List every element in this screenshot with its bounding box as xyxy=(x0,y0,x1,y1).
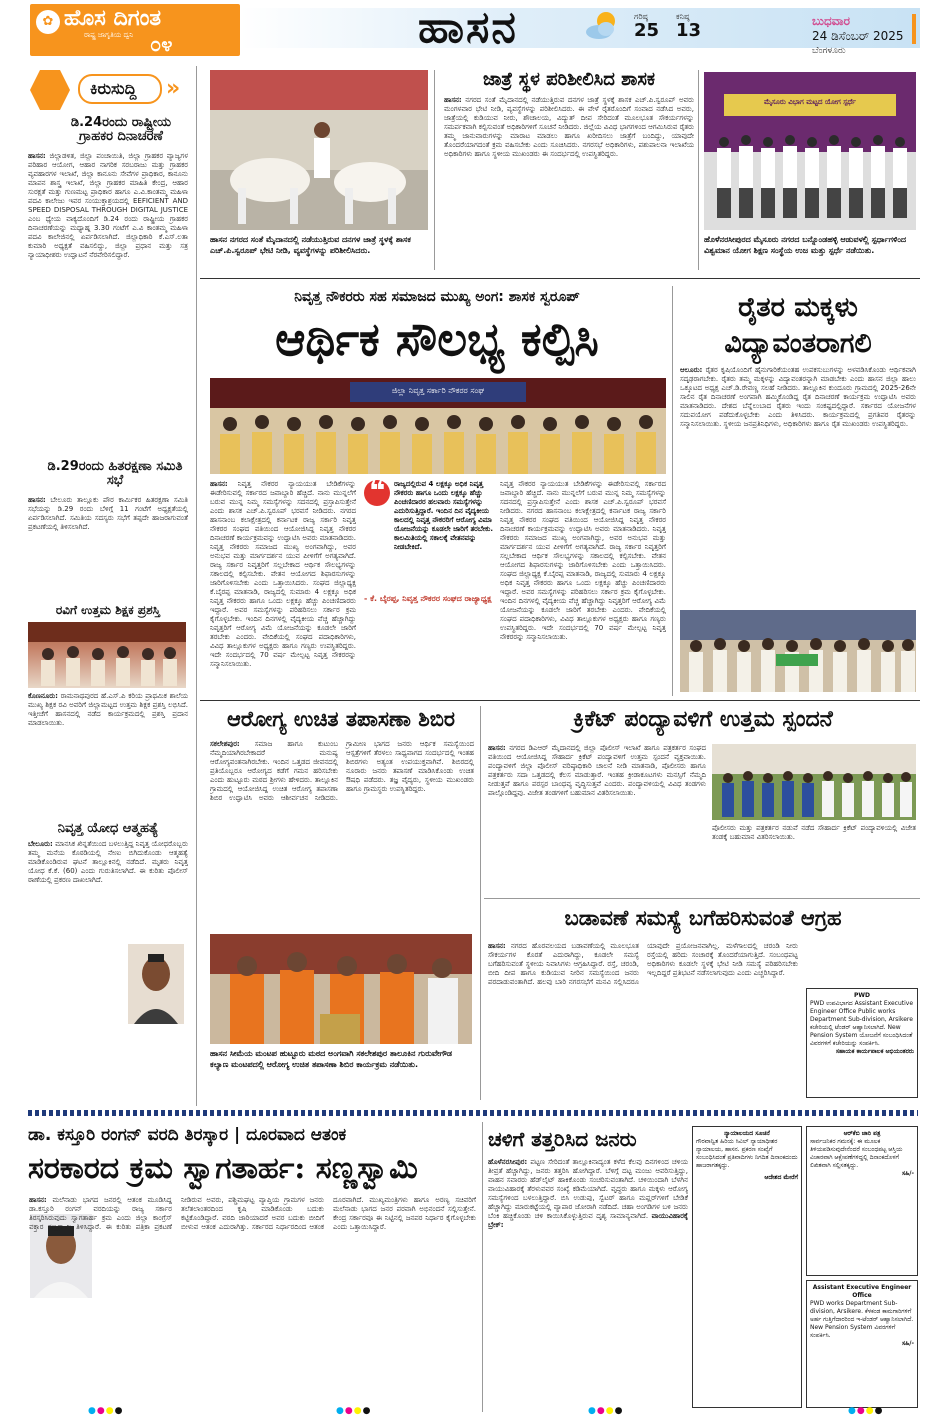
chevron-right-icon: » xyxy=(166,76,181,101)
story-cricket-place: ಹಾಸನ: xyxy=(488,744,506,752)
column-divider-bottom-1 xyxy=(482,1122,483,1412)
story-badavane-place: ಹಾಸನ: xyxy=(488,942,506,950)
print-marks-center-left: ●●●● xyxy=(336,1406,372,1416)
story-raitha-body xyxy=(680,366,916,606)
column-divider-mid xyxy=(672,286,673,696)
masthead xyxy=(0,0,945,58)
notice-2-title: ನ್ಯಾಯಾಲಯದ ಸೂಚನೆ xyxy=(724,1130,770,1137)
story-chali-subplace: ವಾಯುವಿಹಾರಕ್ಕೆ ಬ್ರೇಕ್: xyxy=(488,1212,688,1229)
column-divider-left xyxy=(196,66,197,1106)
notice-2-body: ಗೌರವಾನ್ವಿತ ಹಿರಿಯ ಸಿವಿಲ್ ನ್ಯಾಯಾಧೀಶರ ನ್ಯಾಯಾಲಯ, ಹಾಸನ. ಪ್ರಕರಣ ಸಂಖ್ಯೆಗೆ ಸಂಬಂಧಿಸಿದಂತೆ ಪ್ರತಿವಾದಿಗಳು ನಿಗದಿತ ದಿನಾಂಕದಂದು ಹಾಜರಾಗತಕ್ಕದ್ದು. xyxy=(696,1138,798,1169)
lead-body-continued xyxy=(500,480,666,694)
story-kasturi-place: ಹಾಸನ: xyxy=(29,1196,47,1204)
photo-teacher-award xyxy=(28,622,186,688)
story-cricket-text: ನಗರದ ಡಿಎಆರ್ ಮೈದಾನದಲ್ಲಿ ಜಿಲ್ಲಾ ಪೊಲೀಸ್ ಇಲಾಖೆ ಹಾಗೂ ಪತ್ರಕರ್ತರ ಸಂಘದ ವತಿಯಿಂದ ಆಯೋಜಿಸಿದ್ದ ಸೌಹಾರ್ದ ಕ್ರಿಕೆಟ್ ಪಂದ್ಯಾವಳಿಗೆ ಉತ್ತಮ ಸ್ಪಂದನೆ ವ್ಯಕ್ತವಾಯಿತು. ಪಂದ್ಯಾವಳಿಗೆ ಜಿಲ್ಲಾ ಪೊಲೀಸ್ ವರಿಷ್ಠಾಧಿಕಾರಿ ಚಾಲನೆ ನೀಡಿ ಮಾತನಾಡಿ, ಪೊಲೀಸರು ಹಾಗೂ ಪತ್ರಕರ್ತರು ಸದಾ ಒತ್ತಡದಲ್ಲಿ ಕೆಲಸ ಮಾಡುತ್ತಾರೆ. ಇಂತಹ ಕ್ರೀಡಾಕೂಟಗಳು ಮನಸ್ಸಿಗೆ ನೆಮ್ಮದಿ ನೀಡುತ್ತವೆ ಹಾಗೂ ಪರಸ್ಪರ ಬಾಂಧವ್ಯ ವೃದ್ಧಿಸುತ್ತವೆ ಎಂದರು. ಪಂದ್ಯಾವಳಿಯಲ್ಲಿ ವಿವಿಧ ತಂಡಗಳು ಪಾಲ್ಗೊಂಡಿದ್ದವು. ವಿಜೇತ ತಂಡಗಳಿಗೆ ಬಹುಮಾನ ವಿತರಿಸಲಾಯಿತು. xyxy=(488,744,706,797)
kiru-suddi-label: ಕಿರುಸುದ್ದಿ xyxy=(78,74,162,104)
brief-text-1: ಜಿಲ್ಲಾಡಳಿತ, ಜಿಲ್ಲಾ ಪಂಚಾಯಿತಿ, ಜಿಲ್ಲಾ ಗ್ರಾಹಕರ ವ್ಯಾಜ್ಯಗಳ ಪರಿಹಾರ ಆಯೋಗ, ಆಹಾರ ನಾಗರಿಕ ಸರಬರಾಜು ಮತ್ತು ಗ್ರಾಹಕರ ವ್ಯವಹಾರಗಳ ಇಲಾಖೆ, ಜಿಲ್ಲಾ ಕಾನೂನು ಸೇವೆಗಳ ಪ್ರಾಧಿಕಾರ, ಕಾನೂನು ಮಾಪನ ಶಾಸ್ತ್ರ ಇಲಾಖೆ, ಜಿಲ್ಲಾ ಗ್ರಾಹಕರ ಮಾಹಿತಿ ಕೇಂದ್ರ, ಆಹಾರ ಸುರಕ್ಷತೆ ಮತ್ತು ಗುಣಮಟ್ಟ ಪ್ರಾಧಿಕಾರ ಹಾಗೂ ಎ.ವಿ.ಕಾಂತಮ್ಮ ಮಹಿಳಾ ಪದವಿ ಕಾಲೇಜು ಇವರ ಸಂಯುಕ್ತಾಶ್ರಯದಲ್ಲಿ EEFICIENT AND SPEED DISPOSAL THROUGH DIGITAL JUSTICE ಎಂಬ ಧ್ಯೇಯ ವಾಕ್ಯದೊಂದಿಗೆ ಡಿ.24 ರಂದು ರಾಷ್ಟ್ರೀಯ ಗ್ರಾಹಕರ ದಿನಾಚರಣೆಯನ್ನು ಮಧ್ಯಾಹ್ನ 3.30 ಗಂಟೆಗೆ ಎ.ವಿ ಕಾಂತಮ್ಮ ಮಹಿಳಾ ಪದವಿ ಕಾಲೇಜಿನಲ್ಲಿ ಏರ್ಪಡಿಸಲಾಗಿದೆ. ಜಿಲ್ಲಾಧಿಕಾರಿ ಕೆ.ಎಸ್.ಲತಾ ಕುಮಾರಿ ಅಧ್ಯಕ್ಷತೆ ವಹಿಸಲಿದ್ದು, ಜಿಲ್ಲಾ ಪ್ರಧಾನ ಮತ್ತು ಸತ್ರ ನ್ಯಾಯಾಧೀಶರು ಉದ್ಘಾಟನೆ ನೆರವೇರಿಸಲಿದ್ದಾರೆ. xyxy=(28,152,188,259)
brief-place-2: ಹಾಸನ: xyxy=(28,496,46,504)
photo-retired-employees xyxy=(210,378,666,474)
brief-text-2: ಬೇಲೂರು ತಾಲ್ಲೂಕು ಪೌರ ಕಾರ್ಮಿಕರ ಹಿತರಕ್ಷಣಾ ಸಮಿತಿ ಸಭೆಯನ್ನು ಡಿ.29 ರಂದು ಬೆಳಿಗ್ಗೆ 11 ಗಂಟೆಗೆ ಅಧ್ಯಕ್ಷತೆಯಲ್ಲಿ ಏರ್ಪಡಿಸಲಾಗಿದೆ. ಸಮಿತಿಯ ಸದಸ್ಯರು ಸಭೆಗೆ ತಪ್ಪದೇ ಹಾಜರಾಗುವಂತೆ ಪ್ರಕಟಣೆಯಲ್ಲಿ ತಿಳಿಸಲಾಗಿದೆ. xyxy=(28,496,188,531)
story-chali-body xyxy=(488,1158,688,1408)
temp-high-value: 25 xyxy=(634,20,660,41)
photo-health-camp-caption: ಹಾಸನ ಸೀಮೆಯ ಮಂಟಪ ಹುಟ್ಟೂರು ಮಠದ ಅಂಗವಾಗಿ ಸಕಲೇಶಪುರ ತಾಲೂಕಿನ ಗುರುವೇಗೌಡ ಕಲ್ಯಾಣ ಮಂಟಪದಲ್ಲಿ ಆರೋಗ್ಯ ಉಚಿತ ತಪಾಸಣಾ ಶಿಬಿರ ಕಾರ್ಯಕ್ರಮ ನಡೆಯಿತು. xyxy=(210,1049,453,1069)
lead-place: ಹಾಸನ: xyxy=(210,480,228,488)
headline-badavane: ಬಡಾವಣೆ ಸಮಸ್ಯೆ ಬಗೆಹರಿಸುವಂತೆ ಆಗ್ರಹ xyxy=(564,905,842,930)
story-jathre-text: ನಗರದ ಸಂತೆ ಮೈದಾನದಲ್ಲಿ ನಡೆಯುತ್ತಿರುವ ದನಗಳ ಜಾತ್ರೆ ಸ್ಥಳಕ್ಕೆ ಶಾಸಕ ಎಚ್.ಪಿ.ಸ್ವರೂಪ್ ಅವರು ಮಂಗಳವಾರ ಭೇಟಿ ನೀಡಿ, ವ್ಯವಸ್ಥೆಗಳನ್ನು ಪರಿಶೀಲಿಸಿದರು. ಈ ವೇಳೆ ರೈತರೊಂದಿಗೆ ಸಂವಾದ ನಡೆಸಿದ ಅವರು, ಜಾತ್ರೆಯಲ್ಲಿ ಕುಡಿಯುವ ನೀರು, ಶೌಚಾಲಯ, ವಿದ್ಯುತ್ ದೀಪ ಸೇರಿದಂತೆ ಮೂಲಭೂತ ಸೌಕರ್ಯಗಳನ್ನು ಸಮರ್ಪಕವಾಗಿ ಕಲ್ಪಿಸುವಂತೆ ಅಧಿಕಾರಿಗಳಿಗೆ ಸೂಚನೆ ನೀಡಿದರು. ಜಿಲ್ಲೆಯ ವಿವಿಧ ಭಾಗಗಳಿಂದ ಆಗಮಿಸಿರುವ ರೈತರು ತಮ್ಮ ಜಾನುವಾರುಗಳನ್ನು ಮಾರಾಟ ಮಾಡಲು ಹಾಗೂ ಖರೀದಿಸಲು ಜಾತ್ರೆಗೆ ಬಂದಿದ್ದು, ಯಾವುದೇ ತೊಂದರೆಯಾಗದಂತೆ ಕ್ರಮ ವಹಿಸಬೇಕು ಎಂದು ಸೂಚಿಸಿದರು. ನಗರಸಭೆ ಅಧಿಕಾರಿಗಳು, ಪಶುಪಾಲನಾ ಇಲಾಖೆಯ ಅಧಿಕಾರಿಗಳು ಹಾಗೂ ಸ್ಥಳೀಯ ಮುಖಂಡರು ಈ ಸಂದರ್ಭದಲ್ಲಿ ಉಪಸ್ಥಿತರಿದ್ದರು. xyxy=(444,96,694,158)
print-marks-right: ●●●● xyxy=(848,1406,884,1416)
page-number: ೦೪ xyxy=(150,32,173,56)
photo-soldier-portrait xyxy=(128,944,184,1024)
photo-cricket-caption: ಪೊಲೀಸರು ಮತ್ತು ಪತ್ರಕರ್ತರ ನಡುವೆ ನಡೆದ ಸೌಹಾರ್ದ ಕ್ರಿಕೆಟ್ ಪಂದ್ಯಾವಳಿಯಲ್ಲಿ ವಿಜೇತ ತಂಡಕ್ಕೆ ಬಹುಮಾನ ವಿತರಿಸಲಾಯಿತು. xyxy=(712,824,916,841)
newspaper-logo xyxy=(30,4,240,56)
kasturi-kicker: ಡಾ. ಕಸ್ತೂರಿ ರಂಗನ್ ವರದಿ ತಿರಸ್ಕಾರ | ದೂರವಾದ ಆತಂಕ xyxy=(28,1125,347,1145)
headline-cricket: ಕ್ರಿಕೆಟ್ ಪಂದ್ಯಾವಳಿಗೆ ಉತ್ತಮ ಸ್ಪಂದನೆ xyxy=(573,707,833,732)
brief-body-3 xyxy=(28,692,188,816)
publish-city: ಬೆಂಗಳೂರು xyxy=(812,46,846,56)
column-divider-top-1 xyxy=(434,70,435,270)
notice-box-3 xyxy=(806,1126,918,1276)
temp-high-label: ಗರಿಷ್ಠ xyxy=(634,12,648,21)
quote-mark-icon: ❝ xyxy=(364,480,390,506)
section-divider-lower-right xyxy=(484,898,920,899)
kiru-suddi-hand-icon xyxy=(30,70,70,110)
temp-low xyxy=(676,12,701,40)
lead-text-continued: ನಿವೃತ್ತ ನೌಕರರ ನ್ಯಾಯಯುತ ಬೇಡಿಕೆಗಳನ್ನು ಈಡೇರಿಸುವಲ್ಲಿ ಸರ್ಕಾರದ ಜವಾಬ್ದಾರಿ ಹೆಚ್ಚಿದೆ. ನಾನು ಮುನ್ನಲೆಗೆ ಬರುವ ಮುನ್ನ ನಿಮ್ಮ ಸಮಸ್ಯೆಗಳನ್ನು ಸದನದಲ್ಲಿ ಪ್ರಸ್ತಾಪಿಸುತ್ತೇನೆ ಎಂದು ಶಾಸಕ ಎಚ್.ಪಿ.ಸ್ವರೂಪ್ ಭರವಸೆ ನೀಡಿದರು. ನಗರದ ಹಾಸನಾಂಬ ಕಲಾಕ್ಷೇತ್ರದಲ್ಲಿ ಕರ್ನಾಟಕ ರಾಜ್ಯ ಸರ್ಕಾರಿ ನಿವೃತ್ತ ನೌಕರರ ಸಂಘದ ವತಿಯಿಂದ ಆಯೋಜಿಸಿದ್ದ ನಿವೃತ್ತ ನೌಕರರ ದಿನಾಚರಣೆ ಕಾರ್ಯಕ್ರಮವನ್ನು ಉದ್ಘಾಟಿಸಿ ಅವರು ಮಾತನಾಡಿದರು. ನಿವೃತ್ತ ನೌಕರರು ಸಮಾಜದ ಮುಖ್ಯ ಅಂಗವಾಗಿದ್ದು, ಅವರ ಅನುಭವ ಮತ್ತು ಮಾರ್ಗದರ್ಶನ ಯುವ ಪೀಳಿಗೆಗೆ ಅಗತ್ಯವಾಗಿದೆ. ರಾಜ್ಯ ಸರ್ಕಾರ ನಿವೃತ್ತರಿಗೆ ಸಲ್ಲಬೇಕಾದ ಆರ್ಥಿಕ ಸೌಲಭ್ಯಗಳನ್ನು ಸಕಾಲದಲ್ಲಿ ಕಲ್ಪಿಸಬೇಕು. ವೇತನ ಆಯೋಗದ ಶಿಫಾರಸುಗಳನ್ನು ಜಾರಿಗೊಳಿಸಬೇಕು ಎಂದು ಒತ್ತಾಯಿಸಿದರು. ಸಂಘದ ಜಿಲ್ಲಾಧ್ಯಕ್ಷ ಕೆ.ಬೈರಪ್ಪ ಮಾತನಾಡಿ, ರಾಜ್ಯದಲ್ಲಿ ಸುಮಾರು 4 ಲಕ್ಷಕ್ಕೂ ಅಧಿಕ ನಿವೃತ್ತ ನೌಕರರು ಹಾಗೂ ಒಂದು ಲಕ್ಷಕ್ಕೂ ಹೆಚ್ಚು ಪಿಂಚಣಿದಾರರು ಇದ್ದಾರೆ. ಅವರ ಸಮಸ್ಯೆಗಳನ್ನು ಪರಿಹರಿಸಲು ಸರ್ಕಾರ ಕ್ರಮ ಕೈಗೊಳ್ಳಬೇಕು. ಇಂದಿನ ದಿನಗಳಲ್ಲಿ ವೈದ್ಯಕೀಯ ವೆಚ್ಚ ಹೆಚ್ಚಾಗಿದ್ದು ನಿವೃತ್ತರಿಗೆ ಆರೋಗ್ಯ ವಿಮೆ ಯೋಜನೆಯನ್ನು ಕೂಡಲೇ ಜಾರಿಗೆ ತರಬೇಕು ಎಂದರು. ವೇದಿಕೆಯಲ್ಲಿ ಸಂಘದ ಪದಾಧಿಕಾರಿಗಳು, ವಿವಿಧ ತಾಲ್ಲೂಕುಗಳ ಅಧ್ಯಕ್ಷರು ಹಾಗೂ ಗಣ್ಯರು ಉಪಸ್ಥಿತರಿದ್ದರು. ಇದೇ ಸಂದರ್ಭದಲ್ಲಿ 70 ವರ್ಷ ಮೇಲ್ಪಟ್ಟ ನಿವೃತ್ತ ನೌಕರರನ್ನು ಸನ್ಮಾನಿಸಲಾಯಿತು. xyxy=(500,480,666,641)
notice-3-title: ಆರ್‌ಕೆಬಿ ಜಾರಿ ಪತ್ರ xyxy=(843,1130,881,1137)
story-arogya-body xyxy=(210,740,474,930)
yoga-banner-text: ಮೈಸೂರು ವಿಭಾಗ ಮಟ್ಟದ ಯೋಗ ಸ್ಪರ್ಧೆ xyxy=(764,98,856,106)
story-badavane-body xyxy=(488,942,798,1098)
headline-chali: ಚಳಿಗೆ ತತ್ತರಿಸಿದ ಜನರು xyxy=(488,1127,637,1151)
headline-raitha: ರೈತರ ಮಕ್ಕಳು ವಿದ್ಯಾವಂತರಾಗಲಿ xyxy=(724,292,872,359)
photo-health-camp xyxy=(210,934,472,1044)
story-badavane-text: ನಗರದ ಹೊರವಲಯದ ಬಡಾವಣೆಯಲ್ಲಿ ಮೂಲಭೂತ ಸೌಕರ್ಯಗಳ ಕೊರತೆ ಎದುರಾಗಿದ್ದು, ಕೂಡಲೇ ಸಮಸ್ಯೆ ಬಗೆಹರಿಸುವಂತೆ ಸ್ಥಳೀಯ ನಿವಾಸಿಗಳು ಆಗ್ರಹಿಸಿದ್ದಾರೆ. ರಸ್ತೆ, ಚರಂಡಿ, ಬೀದಿ ದೀಪ ಹಾಗೂ ಕುಡಿಯುವ ನೀರಿನ ಸಮಸ್ಯೆಯಿಂದ ಜನರು ಪರದಾಡುವಂತಾಗಿದೆ. ಹಲವು ಬಾರಿ ನಗರಸಭೆಗೆ ಮನವಿ ಸಲ್ಲಿಸಿದರೂ ಯಾವುದೇ ಪ್ರಯೋಜನವಾಗಿಲ್ಲ. ಮಳೆಗಾಲದಲ್ಲಿ ಚರಂಡಿ ನೀರು ರಸ್ತೆಯಲ್ಲಿ ಹರಿದು ಸಂಚಾರಕ್ಕೆ ತೊಂದರೆಯಾಗುತ್ತಿದೆ. ಸಂಬಂಧಪಟ್ಟ ಅಧಿಕಾರಿಗಳು ಕೂಡಲೇ ಸ್ಥಳಕ್ಕೆ ಭೇಟಿ ನೀಡಿ ಸಮಸ್ಯೆ ಪರಿಹರಿಸಬೇಕು ಇಲ್ಲದಿದ್ದರೆ ಪ್ರತಿಭಟನೆ ನಡೆಸಲಾಗುವುದು ಎಂದು ಎಚ್ಚರಿಸಿದ್ದಾರೆ. xyxy=(488,942,798,986)
emblem-icon: ✿ xyxy=(36,10,60,34)
notice-3-body: ಸಾರ್ವಜನಿಕರ ಗಮನಕ್ಕೆ: ಈ ಮೂಲಕ ತಿಳಿಯಪಡಿಸುವುದೇನೆಂದರೆ ಸಂಬಂಧಪಟ್ಟ ಆಸ್ತಿಯ ವಿಚಾರವಾಗಿ ಆಕ್ಷೇಪಣೆಗಳಿದ್ದಲ್ಲಿ ದಿನಾಂಕದೊಳಗೆ ಲಿಖಿತವಾಗಿ ಸಲ್ಲಿಸತಕ್ಕದ್ದು. xyxy=(810,1138,903,1169)
masthead-accent xyxy=(912,14,916,44)
temp-high xyxy=(634,12,659,40)
brief-place-1: ಹಾಸನ: xyxy=(28,152,46,160)
brief-title-3: ರವಿಗೆ ಉತ್ತಮ ಶಿಕ್ಷಕ ಪ್ರಶಸ್ತಿ xyxy=(55,603,161,617)
brief-title-4: ನಿವೃತ್ತ ಯೋಧ ಆತ್ಮಹತ್ಯೆ xyxy=(57,821,159,836)
headline-kasturi: ಸರಕಾರದ ಕ್ರಮ ಸ್ವಾಗತಾರ್ಹ: ಸಣ್ಣಸ್ವಾಮಿ xyxy=(28,1151,418,1186)
section-divider-top xyxy=(200,278,920,279)
notice-1-body: PWD ಉಪವಿಭಾಗದ Assistant Executive Engineer Office Public works Department Sub-division, Arsikere ಕಚೇರಿಯಲ್ಲಿ ಟೆಂಡರ್ ಆಹ್ವಾನಿಸಲಾಗಿದೆ. New Pension System ಯೋಜನೆಗೆ ಸಂಬಂಧಿಸಿದಂತೆ ವಿವರಗಳಿಗೆ ಕಚೇರಿಯನ್ನು ಸಂಪರ್ಕಿಸಿ. xyxy=(810,1000,914,1047)
story-chali-place: ಹೊಳೆನರಸೀಪುರ: xyxy=(488,1158,528,1166)
edition-name: ಹಾಸನ xyxy=(418,2,518,53)
story-raitha-place: ಆಲೂರು: xyxy=(680,366,703,374)
story-kasturi-body xyxy=(28,1196,476,1406)
dateline xyxy=(812,14,904,56)
brief-body-1 xyxy=(28,152,188,452)
column-divider-lower xyxy=(480,706,481,1100)
lead-photo-banner: ಜಿಲ್ಲಾ ನಿವೃತ್ತ ಸರ್ಕಾರಿ ನೌಕರರ ಸಂಘ xyxy=(391,386,485,395)
lead-quote xyxy=(364,474,493,620)
brief-text-4: ಮಾನಸಿಕ ಖಿನ್ನತೆಯಿಂದ ಬಳಲುತ್ತಿದ್ದ ನಿವೃತ್ತ ಯೋಧರೊಬ್ಬರು ತಮ್ಮ ಮನೆಯ ಕೊಠಡಿಯಲ್ಲಿ ನೇಣು ಬಿಗಿದುಕೊಂಡು ಆತ್ಮಹತ್ಯೆ ಮಾಡಿಕೊಂಡಿರುವ ಘಟನೆ ತಾಲ್ಲೂಕಿನಲ್ಲಿ ನಡೆದಿದೆ. ಮೃತರು ನಿವೃತ್ತ ಯೋಧ ಕೆ.ಕೆ. (60) ಎಂದು ಗುರುತಿಸಲಾಗಿದೆ. ಈ ಕುರಿತು ಪೊಲೀಸ್ ಠಾಣೆಯಲ್ಲಿ ಪ್ರಕರಣ ದಾಖಲಾಗಿದೆ. xyxy=(28,840,188,884)
lead-kicker: ನಿವೃತ್ತ ನೌಕರರು ಸಹ ಸಮಾಜದ ಮುಖ್ಯ ಅಂಗ: ಶಾಸಕ ಸ್ವರೂಪ್ xyxy=(294,289,580,305)
issue-date: 24 ಡಿಸೆಂಬರ್ 2025 xyxy=(812,29,904,43)
story-raitha-text: ರೈತರ ಕೃಷಿಯೊಂದಿಗೆ ಹೈನುಗಾರಿಕೆಯಂತಹ ಉಪಕಸುಬುಗಳನ್ನು ಅಳವಡಿಸಿಕೊಂಡು ಆರ್ಥಿಕವಾಗಿ ಸದೃಢರಾಗಬೇಕು. ರೈತರು ತಮ್ಮ ಮಕ್ಕಳನ್ನು ವಿದ್ಯಾವಂತರನ್ನಾಗಿ ಮಾಡಬೇಕು ಎಂದು ಹಾಸನ ಜಿಲ್ಲಾ ಹಾಲು ಒಕ್ಕೂಟದ ಅಧ್ಯಕ್ಷ ಎಚ್.ಡಿ.ರೇವಣ್ಣ ಸಲಹೆ ನೀಡಿದರು. ತಾಲ್ಲೂಕಿನ ಕುಂದೂರು ಗ್ರಾಮದಲ್ಲಿ 2025-26ನೇ ಸಾಲಿನ ರೈತ ದಿನಾಚರಣೆ ಅಂಗವಾಗಿ ಹಮ್ಮಿಕೊಂಡಿದ್ದ ರೈತ ದಿನಾಚರಣೆ ಕಾರ್ಯಕ್ರಮ ಉದ್ಘಾಟಿಸಿ ಅವರು ಮಾತನಾಡಿದರು. ದೇಶದ ಬೆನ್ನೆಲುಬಾದ ರೈತರು ಇಂದು ಸಂಕಷ್ಟದಲ್ಲಿದ್ದಾರೆ. ಸರ್ಕಾರದ ಯೋಜನೆಗಳ ಸದುಪಯೋಗ ಪಡೆದುಕೊಳ್ಳಬೇಕು ಎಂದು ತಿಳಿಸಿದರು. ಕಾರ್ಯಕ್ರಮದಲ್ಲಿ ಪ್ರಗತಿಪರ ರೈತರನ್ನು ಸನ್ಮಾನಿಸಲಾಯಿತು. ಸ್ಥಳೀಯ ಜನಪ್ರತಿನಿಧಿಗಳು, ಅಧಿಕಾರಿಗಳು ಹಾಗೂ ರೈತ ಮುಖಂಡರು ಉಪಸ್ಥಿತರಿದ್ದರು. xyxy=(680,366,916,428)
photo-yoga-caption: ಹೊಳೆನರಸೀಪುರದ ಮೈಸೂರು ನಗರದ ಬನ್ನೊಂಡಹಳ್ಳಿ ಆಡುವಳಲ್ಲಿ ಸ್ಪರ್ಧಾಗಳಿಂದ ವಿಶ್ವಮಾನ ಯೋಗ ಶಿಕ್ಷಣ ಸಂಸ್ಥೆಯ ಉಜ ಮತ್ತು ಸ್ಪರ್ಧೆ ನಡೆಯಿತು. xyxy=(704,235,907,255)
section-divider-mid xyxy=(200,700,920,701)
column-divider-top-2 xyxy=(698,70,699,270)
lead-headline: ಆರ್ಥಿಕ ಸೌಲಭ್ಯ ಕಲ್ಪಿಸಿ xyxy=(275,312,599,366)
story-jathre-body xyxy=(444,96,694,268)
temp-low-value: 13 xyxy=(676,20,702,41)
lead-quote-text: ರಾಜ್ಯದಲ್ಲಿರುವ 4 ಲಕ್ಷಕ್ಕೂ ಅಧಿಕ ನಿವೃತ್ತ ನೌಕರರು ಹಾಗೂ ಒಂದು ಲಕ್ಷಕ್ಕೂ ಹೆಚ್ಚು ಪಿಂಚಣಿದಾರರ ಹಲವಾರು ಸಮಸ್ಯೆಗಳನ್ನು ಎದುರಿಸುತ್ತಿದ್ದಾರೆ. ಇಂದಿನ ದಿನ ವೈದ್ಯಕೀಯ ಕಾಲದಲ್ಲಿ ನಿವೃತ್ತ ನೌಕರರಿಗೆ ಆರೋಗ್ಯ ವಿಮಾ ಯೋಜನೆಯನ್ನು ಕೂಡಲೇ ಜಾರಿಗೆ ತರಬೇಕು. ಕಾಲಮಿತಿಯಲ್ಲಿ ಸಕಾಲಕ್ಕೆ ವೇತನವನ್ನು ನೀಡಬೇಕಿದೆ. xyxy=(394,480,493,551)
photo-cattle-fair-caption: ಹಾಸನ ನಗರದ ಸಂತೆ ಮೈದಾನದಲ್ಲಿ ನಡೆಯುತ್ತಿರುವ ದನಗಳ ಜಾತ್ರೆ ಸ್ಥಳಕ್ಕೆ ಶಾಸಕ ಎಚ್.ಪಿ.ಸ್ವರೂಪ್ ಭೇಟಿ ನೀಡಿ, ವ್ಯವಸ್ಥೆಗಳನ್ನು ಪರಿಶೀಲಿಸಿದರು. xyxy=(210,235,411,255)
paper-tagline: ರಾಷ್ಟ್ರ ಜಾಗೃತಿಯ ದ್ವನಿ xyxy=(84,31,134,39)
brief-text-3: ರಾಮನಾಥಪುರದ ಹೆ.ಎಸ್.ಪಿ ಕರಿಯ ಪ್ರಾಥಮಿಕ ಶಾಲೆಯ ಮುಖ್ಯ ಶಿಕ್ಷಕ ರವಿ ಅವರಿಗೆ ಜಿಲ್ಲಾಮಟ್ಟದ ಉತ್ತಮ ಶಿಕ್ಷಕ ಪ್ರಶಸ್ತಿ ಲಭಿಸಿದೆ. ಇತ್ತೀಚೆಗೆ ಹಾಸನದಲ್ಲಿ ನಡೆದ ಕಾರ್ಯಕ್ರಮದಲ್ಲಿ ಪ್ರಶಸ್ತಿ ಪ್ರದಾನ ಮಾಡಲಾಯಿತು. xyxy=(28,692,188,727)
print-marks-center-right: ●●●● xyxy=(588,1406,624,1416)
story-jathre-place: ಹಾಸನ: xyxy=(444,96,462,104)
brief-body-2 xyxy=(28,496,188,606)
story-chali-text: ಪಟ್ಟಣ ಸೇರಿದಂತೆ ತಾಲ್ಲೂಕಿನಾದ್ಯಂತ ಕಳೆದ ಕೆಲವು ದಿನಗಳಿಂದ ಚಳಿಯ ತೀವ್ರತೆ ಹೆಚ್ಚಾಗಿದ್ದು, ಜನರು ತತ್ತರಿಸಿ ಹೋಗಿದ್ದಾರೆ. ಬೆಳಿಗ್ಗೆ ದಟ್ಟ ಮಂಜು ಆವರಿಸುತ್ತಿದ್ದು, ವಾಹನ ಸವಾರರು ಹೆಡ್‌ಲೈಟ್ ಹಾಕಿಕೊಂಡು ಸಂಚರಿಸುವಂತಾಗಿದೆ. ಚಳಿಯಿಂದಾಗಿ ಬೆಳಗಿನ ವಾಯುವಿಹಾರಕ್ಕೆ ತೆರಳುವವರ ಸಂಖ್ಯೆ ಕಡಿಮೆಯಾಗಿದೆ. ವೃದ್ಧರು ಹಾಗೂ ಮಕ್ಕಳು ಆರೋಗ್ಯ ಸಮಸ್ಯೆಗಳಿಂದ ಬಳಲುತ್ತಿದ್ದಾರೆ. ಬಿಸಿ ಉಡುಪು, ಸ್ವೆಟರ್ ಹಾಗೂ ಮಫ್ಲರ್‌ಗಳಿಗೆ ಬೇಡಿಕೆ ಹೆಚ್ಚಾಗಿದ್ದು ಮಾರುಕಟ್ಟೆಯಲ್ಲಿ ವ್ಯಾಪಾರ ಜೋರಾಗಿ ನಡೆದಿದೆ. ಚಹಾ ಅಂಗಡಿಗಳ ಬಳಿ ಜನರು ಬೆಂಕಿ ಹಚ್ಚಿಕೊಂಡು ಚಳಿ ಕಾಯಿಸಿಕೊಳ್ಳುತ್ತಿರುವ ದೃಶ್ಯ ಸಾಮಾನ್ಯವಾಗಿದೆ. xyxy=(488,1158,688,1220)
temp-low-label: ಕನಿಷ್ಠ xyxy=(676,12,690,21)
notice-4-title: Assistant Executive Engineer Office xyxy=(812,1284,912,1299)
notice-4-footer: ಸಹಿ/- xyxy=(902,1340,914,1347)
headline-jathre: ಜಾತ್ರೆ ಸ್ಥಳ ಪರಿಶೀಲಿಸಿದ ಶಾಸಕ xyxy=(482,69,656,90)
section-divider-stripes xyxy=(28,1110,918,1116)
story-arogya-text: ಸಮಾಜ ಹಾಗೂ ಕುಟುಂಬ ನೆಮ್ಮದಿಯಾಗಿರಬೇಕಾದರೆ ಮನುಷ್ಯ ಆರೋಗ್ಯವಂತನಾಗಿರಬೇಕು. ಇಂದಿನ ಒತ್ತಡದ ಜೀವನದಲ್ಲಿ ಪ್ರತಿಯೊಬ್ಬರೂ ಆರೋಗ್ಯದ ಕಡೆಗೆ ಗಮನ ಹರಿಸಬೇಕು ಎಂದು ಹುಟ್ಟೂರು ಮಠದ ಶ್ರೀಗಳು ಹೇಳಿದರು. ತಾಲ್ಲೂಕಿನ ಗ್ರಾಮದಲ್ಲಿ ಆಯೋಜಿಸಿದ್ದ ಉಚಿತ ಆರೋಗ್ಯ ತಪಾಸಣಾ ಶಿಬಿರ ಉದ್ಘಾಟಿಸಿ ಅವರು ಆಶೀರ್ವಚನ ನೀಡಿದರು. ಗ್ರಾಮೀಣ ಭಾಗದ ಜನರು ಆರ್ಥಿಕ ಸಮಸ್ಯೆಯಿಂದ ಆಸ್ಪತ್ರೆಗಳಿಗೆ ತೆರಳಲು ಸಾಧ್ಯವಾಗದ ಸಂದರ್ಭದಲ್ಲಿ ಇಂತಹ ಶಿಬಿರಗಳು ಅತ್ಯಂತ ಉಪಯುಕ್ತವಾಗಿವೆ. ಶಿಬಿರದಲ್ಲಿ ನೂರಾರು ಜನರು ತಪಾಸಣೆ ಮಾಡಿಸಿಕೊಂಡು ಉಚಿತ ಔಷಧಿ ಪಡೆದರು. ತಜ್ಞ ವೈದ್ಯರು, ಸ್ಥಳೀಯ ಮುಖಂಡರು ಹಾಗೂ ಗ್ರಾಮಸ್ಥರು ಉಪಸ್ಥಿತರಿದ್ದರು. xyxy=(210,740,474,802)
lead-body xyxy=(210,480,356,694)
lead-text: ನಿವೃತ್ತ ನೌಕರರ ನ್ಯಾಯಯುತ ಬೇಡಿಕೆಗಳನ್ನು ಈಡೇರಿಸುವಲ್ಲಿ ಸರ್ಕಾರದ ಜವಾಬ್ದಾರಿ ಹೆಚ್ಚಿದೆ. ನಾನು ಮುನ್ನಲೆಗೆ ಬರುವ ಮುನ್ನ ನಿಮ್ಮ ಸಮಸ್ಯೆಗಳನ್ನು ಸದನದಲ್ಲಿ ಪ್ರಸ್ತಾಪಿಸುತ್ತೇನೆ ಎಂದು ಶಾಸಕ ಎಚ್.ಪಿ.ಸ್ವರೂಪ್ ಭರವಸೆ ನೀಡಿದರು. ನಗರದ ಹಾಸನಾಂಬ ಕಲಾಕ್ಷೇತ್ರದಲ್ಲಿ ಕರ್ನಾಟಕ ರಾಜ್ಯ ಸರ್ಕಾರಿ ನಿವೃತ್ತ ನೌಕರರ ಸಂಘದ ವತಿಯಿಂದ ಆಯೋಜಿಸಿದ್ದ ನಿವೃತ್ತ ನೌಕರರ ದಿನಾಚರಣೆ ಕಾರ್ಯಕ್ರಮವನ್ನು ಉದ್ಘಾಟಿಸಿ ಅವರು ಮಾತನಾಡಿದರು. ನಿವೃತ್ತ ನೌಕರರು ಸಮಾಜದ ಮುಖ್ಯ ಅಂಗವಾಗಿದ್ದು, ಅವರ ಅನುಭವ ಮತ್ತು ಮಾರ್ಗದರ್ಶನ ಯುವ ಪೀಳಿಗೆಗೆ ಅಗತ್ಯವಾಗಿದೆ. ರಾಜ್ಯ ಸರ್ಕಾರ ನಿವೃತ್ತರಿಗೆ ಸಲ್ಲಬೇಕಾದ ಆರ್ಥಿಕ ಸೌಲಭ್ಯಗಳನ್ನು ಸಕಾಲದಲ್ಲಿ ಕಲ್ಪಿಸಬೇಕು. ವೇತನ ಆಯೋಗದ ಶಿಫಾರಸುಗಳನ್ನು ಜಾರಿಗೊಳಿಸಬೇಕು ಎಂದು ಒತ್ತಾಯಿಸಿದರು. ಸಂಘದ ಜಿಲ್ಲಾಧ್ಯಕ್ಷ ಕೆ.ಬೈರಪ್ಪ ಮಾತನಾಡಿ, ರಾಜ್ಯದಲ್ಲಿ ಸುಮಾರು 4 ಲಕ್ಷಕ್ಕೂ ಅಧಿಕ ನಿವೃತ್ತ ನೌಕರರು ಹಾಗೂ ಒಂದು ಲಕ್ಷಕ್ಕೂ ಹೆಚ್ಚು ಪಿಂಚಣಿದಾರರು ಇದ್ದಾರೆ. ಅವರ ಸಮಸ್ಯೆಗಳನ್ನು ಪರಿಹರಿಸಲು ಸರ್ಕಾರ ಕ್ರಮ ಕೈಗೊಳ್ಳಬೇಕು. ಇಂದಿನ ದಿನಗಳಲ್ಲಿ ವೈದ್ಯಕೀಯ ವೆಚ್ಚ ಹೆಚ್ಚಾಗಿದ್ದು ನಿವೃತ್ತರಿಗೆ ಆರೋಗ್ಯ ವಿಮೆ ಯೋಜನೆಯನ್ನು ಕೂಡಲೇ ಜಾರಿಗೆ ತರಬೇಕು ಎಂದರು. ವೇದಿಕೆಯಲ್ಲಿ ಸಂಘದ ಪದಾಧಿಕಾರಿಗಳು, ವಿವಿಧ ತಾಲ್ಲೂಕುಗಳ ಅಧ್ಯಕ್ಷರು ಹಾಗೂ ಗಣ್ಯರು ಉಪಸ್ಥಿತರಿದ್ದರು. ಇದೇ ಸಂದರ್ಭದಲ್ಲಿ 70 ವರ್ಷ ಮೇಲ್ಪಟ್ಟ ನಿವೃತ್ತ ನೌಕರರನ್ನು ಸನ್ಮಾನಿಸಲಾಯಿತು. xyxy=(210,480,356,668)
notice-1-title: PWD xyxy=(854,992,870,999)
print-marks-left: ●●●● xyxy=(88,1406,124,1416)
story-cricket-body xyxy=(488,744,706,884)
story-kasturi-text: ಮಲೆನಾಡು ಭಾಗದ ಜನರಲ್ಲಿ ಆತಂಕ ಮೂಡಿಸಿದ್ದ ಡಾ.ಕಸ್ತೂರಿ ರಂಗನ್ ವರದಿಯನ್ನು ರಾಜ್ಯ ಸರ್ಕಾರ ತಿರಸ್ಕರಿಸಿರುವುದು ಸ್ವಾಗತಾರ್ಹ ಕ್ರಮ ಎಂದು ಜಿಲ್ಲಾ ಕಾಂಗ್ರೆಸ್ ವಕ್ತಾರ ಸಣ್ಣಸ್ವಾಮಿ ತಿಳಿಸಿದ್ದಾರೆ. ಈ ಕುರಿತು ಪತ್ರಿಕಾ ಪ್ರಕಟಣೆ ನೀಡಿರುವ ಅವರು, ಪಶ್ಚಿಮಘಟ್ಟ ವ್ಯಾಪ್ತಿಯ ಗ್ರಾಮಗಳ ಜನರು ತಲೆತಲಾಂತರದಿಂದ ಕೃಷಿ ಮಾಡಿಕೊಂಡು ಬದುಕು ಕಟ್ಟಿಕೊಂಡಿದ್ದಾರೆ. ವರದಿ ಜಾರಿಯಾದರೆ ಅವರ ಬದುಕು ಬೀದಿಗೆ ಬೀಳುವ ಆತಂಕ ಎದುರಾಗಿತ್ತು. ಸರ್ಕಾರದ ನಿರ್ಧಾರದಿಂದ ಆತಂಕ ದೂರವಾಗಿದೆ. ಮುಖ್ಯಮಂತ್ರಿಗಳು ಹಾಗೂ ಅರಣ್ಯ ಸಚಿವರಿಗೆ ಮಲೆನಾಡು ಭಾಗದ ಜನರ ಪರವಾಗಿ ಅಭಿನಂದನೆ ಸಲ್ಲಿಸುತ್ತೇನೆ. ಕೇಂದ್ರ ಸರ್ಕಾರವೂ ಈ ನಿಟ್ಟಿನಲ್ಲಿ ಜನಪರ ನಿರ್ಧಾರ ಕೈಗೊಳ್ಳಬೇಕು ಎಂದು ಒತ್ತಾಯಿಸಿದ್ದಾರೆ. xyxy=(29,1196,476,1231)
photo-yoga-competition xyxy=(704,72,916,230)
notice-box-4 xyxy=(806,1280,918,1408)
notice-box-2 xyxy=(692,1126,802,1408)
brief-place-3: ಕೊಣನೂರು: xyxy=(28,692,58,700)
photo-cricket xyxy=(712,744,916,820)
photo-farmers-day xyxy=(680,610,916,692)
sun-cloud-icon xyxy=(582,8,622,42)
photo-cattle-fair xyxy=(210,70,428,230)
brief-title-1: ಡಿ.24ರಂದು ರಾಷ್ಟ್ರೀಯ ಗ್ರಾಹಕರ ದಿನಾಚರಣೆ xyxy=(70,115,172,145)
weekday: ಬುಧವಾರ xyxy=(812,14,850,28)
brief-place-4: ಬೇಲೂರು: xyxy=(28,840,53,848)
paper-title: ಹೊಸ ದಿಗಂತ xyxy=(64,6,162,31)
notice-1-footer: ಸಹಾಯಕ ಕಾರ್ಯಪಾಲಕ ಅಭಿಯಂತರರು xyxy=(835,1048,914,1055)
notice-4-body: PWD works Department Sub-division, Arsikere. ಕೆಳಕಂಡ ಕಾಮಗಾರಿಗಳಿಗೆ ಅರ್ಹ ಗುತ್ತಿಗೆದಾರರಿಂದ ಇ-ಟೆಂಡರ್ ಆಹ್ವಾನಿಸಲಾಗಿದೆ. New Pension System ವಿವರಗಳಿಗೆ ಸಂಪರ್ಕಿಸಿ. xyxy=(810,1300,914,1339)
story-arogya-place: ಸಕಲೇಶಪುರ: xyxy=(210,740,240,748)
notice-3-footer: ಸಹಿ/- xyxy=(902,1170,914,1177)
headline-arogya: ಆರೋಗ್ಯ ಉಚಿತ ತಪಾಸಣಾ ಶಿಬಿರ xyxy=(227,707,455,731)
notice-box-1 xyxy=(806,988,918,1098)
notice-2-footer: ಆದೇಶದ ಮೇರೆಗೆ xyxy=(764,1174,798,1181)
brief-title-2: ಡಿ.29ರಂದು ಹಿತರಕ್ಷಣಾ ಸಮಿತಿ ಸಭೆ xyxy=(47,459,183,489)
lead-quote-byline: - ಕೆ. ಬೈರಪ್ಪ, ನಿವೃತ್ತ ನೌಕರರ ಸಂಘದ ರಾಜ್ಯಾಧ್ಯಕ್ಷ xyxy=(364,594,492,603)
